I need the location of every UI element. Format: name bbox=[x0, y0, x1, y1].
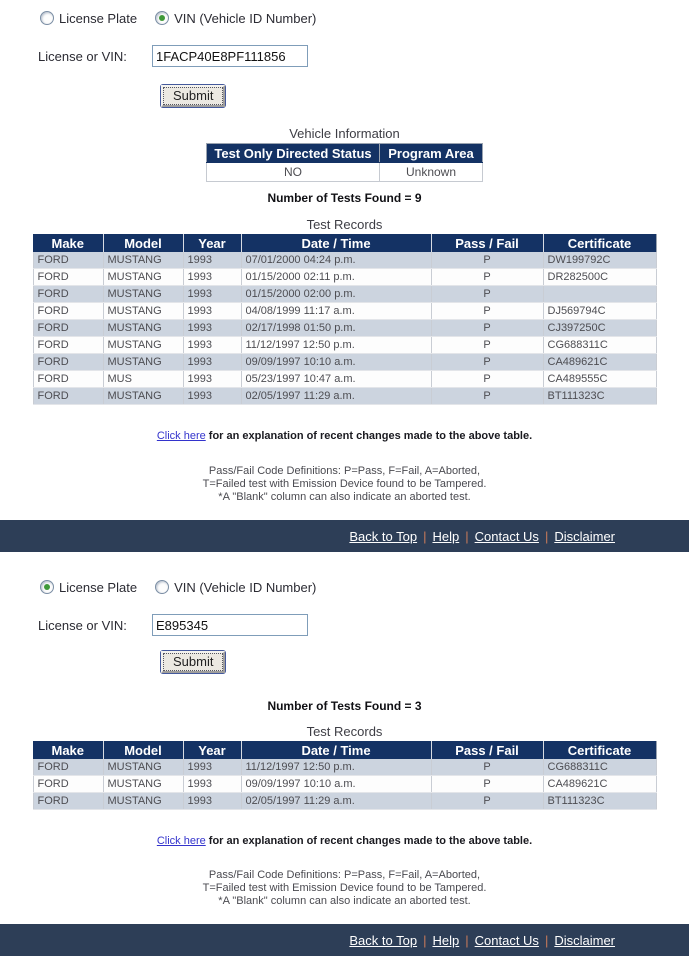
pass-fail-cell: P bbox=[431, 337, 543, 354]
radio-dot bbox=[44, 584, 50, 590]
vi-header-program-area: Program Area bbox=[380, 144, 483, 163]
certificate-cell: CA489621C bbox=[543, 776, 656, 793]
pass-fail-cell: P bbox=[431, 303, 543, 320]
model-cell: MUSTANG bbox=[103, 320, 183, 337]
model-cell: MUSTANG bbox=[103, 286, 183, 303]
certificate-cell: CG688311C bbox=[543, 337, 656, 354]
column-header: Year bbox=[183, 234, 241, 252]
year-cell: 1993 bbox=[183, 303, 241, 320]
date-time-cell: 07/01/2000 04:24 p.m. bbox=[241, 252, 431, 269]
footer-link[interactable]: Back to Top bbox=[349, 932, 418, 948]
license-plate-search-section bbox=[0, 552, 689, 956]
footer-link-separator: | bbox=[544, 528, 549, 544]
license-or-vin-row bbox=[38, 45, 689, 67]
definitions-line: T=Failed test with Emission Device found to be Tampered. bbox=[202, 478, 487, 490]
make-cell: FORD bbox=[33, 388, 103, 405]
explanation-text: for an explanation of recent changes made to the above table. bbox=[208, 835, 533, 847]
search-type-radio-row bbox=[40, 552, 689, 597]
year-cell: 1993 bbox=[183, 320, 241, 337]
vehicle-information-table bbox=[206, 143, 483, 182]
certificate-cell: BT111323C bbox=[543, 388, 656, 405]
footer-link[interactable]: Disclaimer bbox=[554, 932, 615, 948]
year-cell: 1993 bbox=[183, 776, 241, 793]
year-cell: 1993 bbox=[183, 252, 241, 269]
license-plate-radio[interactable] bbox=[40, 11, 54, 25]
license-or-vin-input[interactable] bbox=[152, 45, 308, 67]
footer-nav-bar bbox=[0, 520, 689, 552]
pass-fail-cell: P bbox=[431, 320, 543, 337]
test-record-row bbox=[33, 252, 656, 269]
tests-found-count: Number of Tests Found = 9 bbox=[267, 191, 422, 205]
date-time-cell: 09/09/1997 10:10 a.m. bbox=[241, 776, 431, 793]
year-cell: 1993 bbox=[183, 286, 241, 303]
model-cell: MUSTANG bbox=[103, 269, 183, 286]
test-record-row bbox=[33, 286, 656, 303]
test-records-title: Test Records bbox=[306, 217, 383, 232]
certificate-cell: DW199792C bbox=[543, 252, 656, 269]
pass-fail-definitions bbox=[0, 465, 689, 504]
test-record-row bbox=[33, 371, 656, 388]
submit-row bbox=[160, 84, 689, 107]
model-cell: MUSTANG bbox=[103, 776, 183, 793]
vin-radio-label: VIN (Vehicle ID Number) bbox=[174, 579, 317, 595]
license-plate-radio-group[interactable] bbox=[40, 580, 137, 595]
pass-fail-cell: P bbox=[431, 286, 543, 303]
certificate-cell bbox=[543, 286, 656, 303]
test-record-row bbox=[33, 303, 656, 320]
test-record-row bbox=[33, 269, 656, 286]
vin-radio-label: VIN (Vehicle ID Number) bbox=[174, 10, 317, 26]
column-header: Date / Time bbox=[241, 741, 431, 759]
column-header: Certificate bbox=[543, 234, 656, 252]
license-plate-radio-label: License Plate bbox=[59, 10, 138, 26]
vin-radio[interactable] bbox=[155, 580, 169, 594]
test-record-row bbox=[33, 337, 656, 354]
footer-link[interactable]: Contact Us bbox=[474, 528, 539, 544]
certificate-cell: CA489555C bbox=[543, 371, 656, 388]
radio-dot bbox=[44, 15, 50, 21]
test-record-row bbox=[33, 759, 656, 776]
year-cell: 1993 bbox=[183, 793, 241, 810]
pass-fail-cell: P bbox=[431, 252, 543, 269]
test-records-header-row bbox=[33, 234, 656, 252]
vi-header-test-only-directed-status: Test Only Directed Status bbox=[207, 144, 380, 163]
submit-button-label: Submit bbox=[163, 653, 223, 671]
submit-button-label: Submit bbox=[163, 87, 223, 105]
definitions-line: *A "Blank" column can also indicate an aborted test. bbox=[218, 491, 471, 503]
date-time-cell: 11/12/1997 12:50 p.m. bbox=[241, 337, 431, 354]
click-here-link[interactable]: Click here bbox=[156, 835, 206, 847]
license-or-vin-label: License or VIN: bbox=[38, 48, 127, 64]
date-time-cell: 02/05/1997 11:29 a.m. bbox=[241, 388, 431, 405]
test-record-row bbox=[33, 354, 656, 371]
column-header: Make bbox=[33, 741, 103, 759]
model-cell: MUSTANG bbox=[103, 354, 183, 371]
test-records-table bbox=[33, 234, 657, 405]
table-changes-explanation bbox=[0, 835, 689, 848]
column-header: Year bbox=[183, 741, 241, 759]
date-time-cell: 04/08/1999 11:17 a.m. bbox=[241, 303, 431, 320]
vi-value-test-only-directed-status: NO bbox=[207, 163, 380, 182]
date-time-cell: 02/17/1998 01:50 p.m. bbox=[241, 320, 431, 337]
date-time-cell: 02/05/1997 11:29 a.m. bbox=[241, 793, 431, 810]
pass-fail-cell: P bbox=[431, 269, 543, 286]
make-cell: FORD bbox=[33, 793, 103, 810]
make-cell: FORD bbox=[33, 286, 103, 303]
make-cell: FORD bbox=[33, 354, 103, 371]
footer-nav-bar bbox=[0, 924, 689, 956]
pass-fail-definitions bbox=[0, 869, 689, 908]
date-time-cell: 01/15/2000 02:00 p.m. bbox=[241, 286, 431, 303]
tests-found-count: Number of Tests Found = 3 bbox=[267, 699, 422, 713]
column-header: Date / Time bbox=[241, 234, 431, 252]
footer-link-separator: | bbox=[423, 528, 427, 544]
definitions-line: Pass/Fail Code Definitions: P=Pass, F=Fail, A=Aborted, bbox=[208, 869, 481, 881]
table-changes-explanation bbox=[0, 430, 689, 443]
make-cell: FORD bbox=[33, 320, 103, 337]
vehicle-information-title: Vehicle Information bbox=[289, 126, 400, 141]
certificate-cell: CG688311C bbox=[543, 759, 656, 776]
test-record-row bbox=[33, 388, 656, 405]
test-record-row bbox=[33, 793, 656, 810]
pass-fail-cell: P bbox=[431, 776, 543, 793]
vi-value-program-area: Unknown bbox=[380, 163, 483, 182]
test-records-title: Test Records bbox=[306, 724, 383, 739]
pass-fail-cell: P bbox=[431, 354, 543, 371]
footer-link-separator: | bbox=[544, 932, 549, 948]
certificate-cell: BT111323C bbox=[543, 793, 656, 810]
year-cell: 1993 bbox=[183, 354, 241, 371]
definitions-line: Pass/Fail Code Definitions: P=Pass, F=Fail, A=Aborted, bbox=[208, 465, 481, 477]
column-header: Pass / Fail bbox=[431, 741, 543, 759]
model-cell: MUSTANG bbox=[103, 252, 183, 269]
model-cell: MUSTANG bbox=[103, 759, 183, 776]
date-time-cell: 05/23/1997 10:47 a.m. bbox=[241, 371, 431, 388]
model-cell: MUSTANG bbox=[103, 303, 183, 320]
radio-dot bbox=[159, 15, 165, 21]
date-time-cell: 09/09/1997 10:10 a.m. bbox=[241, 354, 431, 371]
vin-radio-group[interactable] bbox=[155, 580, 316, 595]
make-cell: FORD bbox=[33, 269, 103, 286]
certificate-cell: DR282500C bbox=[543, 269, 656, 286]
vin-radio[interactable] bbox=[155, 11, 169, 25]
column-header: Model bbox=[103, 741, 183, 759]
radio-dot bbox=[159, 584, 165, 590]
year-cell: 1993 bbox=[183, 269, 241, 286]
vin-radio-group[interactable] bbox=[155, 11, 316, 26]
explanation-text: for an explanation of recent changes made to the above table. bbox=[208, 430, 533, 442]
search-type-radio-row bbox=[40, 0, 689, 28]
pass-fail-cell: P bbox=[431, 371, 543, 388]
certificate-cell: CA489621C bbox=[543, 354, 656, 371]
year-cell: 1993 bbox=[183, 337, 241, 354]
submit-button-ring bbox=[160, 84, 226, 108]
certificate-cell: DJ569794C bbox=[543, 303, 656, 320]
footer-link[interactable]: Help bbox=[432, 932, 460, 948]
model-cell: MUSTANG bbox=[103, 337, 183, 354]
submit-button-ring bbox=[160, 650, 226, 674]
license-or-vin-row bbox=[38, 614, 689, 636]
year-cell: 1993 bbox=[183, 388, 241, 405]
submit-button[interactable] bbox=[161, 85, 225, 107]
column-header: Pass / Fail bbox=[431, 234, 543, 252]
date-time-cell: 11/12/1997 12:50 p.m. bbox=[241, 759, 431, 776]
submit-button[interactable] bbox=[161, 651, 225, 673]
make-cell: FORD bbox=[33, 303, 103, 320]
model-cell: MUSTANG bbox=[103, 793, 183, 810]
footer-link[interactable]: Help bbox=[432, 528, 460, 544]
make-cell: FORD bbox=[33, 776, 103, 793]
test-records-header-row bbox=[33, 741, 656, 759]
pass-fail-cell: P bbox=[431, 793, 543, 810]
test-record-row bbox=[33, 776, 656, 793]
year-cell: 1993 bbox=[183, 371, 241, 388]
make-cell: FORD bbox=[33, 371, 103, 388]
footer-link-separator: | bbox=[465, 932, 469, 948]
license-or-vin-input[interactable] bbox=[152, 614, 308, 636]
make-cell: FORD bbox=[33, 759, 103, 776]
certificate-cell: CJ397250C bbox=[543, 320, 656, 337]
license-plate-radio[interactable] bbox=[40, 580, 54, 594]
vi-value-row bbox=[207, 163, 483, 182]
submit-row bbox=[160, 650, 689, 673]
definitions-line: T=Failed test with Emission Device found to be Tampered. bbox=[202, 882, 487, 894]
test-record-row bbox=[33, 320, 656, 337]
make-cell: FORD bbox=[33, 337, 103, 354]
footer-link[interactable]: Contact Us bbox=[474, 932, 539, 948]
license-plate-radio-group[interactable] bbox=[40, 11, 137, 26]
column-header: Certificate bbox=[543, 741, 656, 759]
definitions-line: *A "Blank" column can also indicate an aborted test. bbox=[218, 895, 471, 907]
column-header: Make bbox=[33, 234, 103, 252]
test-records-table bbox=[33, 741, 657, 810]
license-plate-radio-label: License Plate bbox=[59, 579, 138, 595]
click-here-link[interactable]: Click here bbox=[156, 430, 206, 442]
model-cell: MUS bbox=[103, 371, 183, 388]
year-cell: 1993 bbox=[183, 759, 241, 776]
make-cell: FORD bbox=[33, 252, 103, 269]
footer-link-separator: | bbox=[465, 528, 469, 544]
footer-link-separator: | bbox=[423, 932, 427, 948]
column-header: Model bbox=[103, 234, 183, 252]
footer-link[interactable]: Disclaimer bbox=[554, 528, 615, 544]
model-cell: MUSTANG bbox=[103, 388, 183, 405]
footer-link[interactable]: Back to Top bbox=[349, 528, 418, 544]
pass-fail-cell: P bbox=[431, 388, 543, 405]
pass-fail-cell: P bbox=[431, 759, 543, 776]
date-time-cell: 01/15/2000 02:11 p.m. bbox=[241, 269, 431, 286]
license-or-vin-label: License or VIN: bbox=[38, 617, 127, 633]
